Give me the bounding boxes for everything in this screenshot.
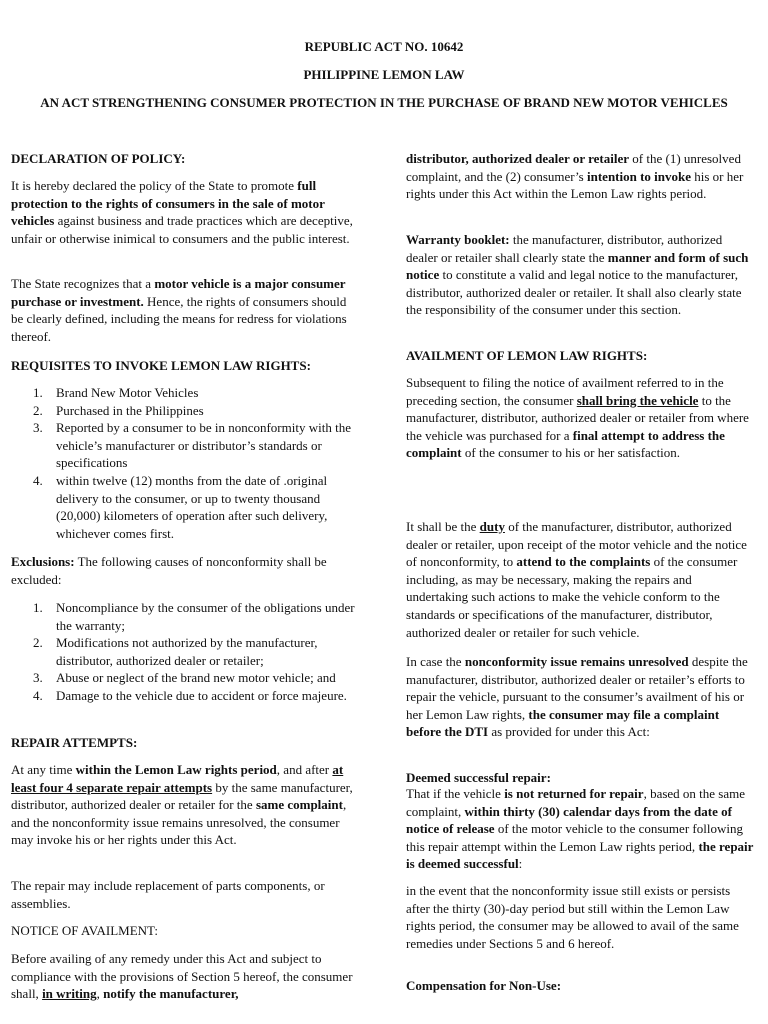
list-text: Reported by a consumer to be in nonconformity with the vehicle’s manufacturer or distributor’s standards or specifications <box>56 420 351 471</box>
unresolved-paragraph <box>406 653 756 741</box>
warranty-paragraph <box>406 231 756 319</box>
bold-run: the consumer may file a complaint before the DTI <box>406 706 720 740</box>
text-run: Hence, the rights of consumers should be clearly defined, including the means for redress for violations thereof. <box>11 293 347 344</box>
exclusions-list <box>11 599 361 705</box>
bold-run: final attempt to address the complaint <box>406 427 725 461</box>
list-number: 2. <box>33 635 43 651</box>
list-number: 1. <box>33 600 43 615</box>
exclusions-paragraph <box>11 553 361 588</box>
act-number: REPUBLIC ACT NO. 10642 <box>304 39 464 54</box>
text-run: , <box>96 986 104 1002</box>
bold-underline-run: shall bring the vehicle <box>576 392 699 408</box>
deemed-paragraph <box>406 785 756 873</box>
list-text: Damage to the vehicle due to accident or force majeure. <box>56 687 347 703</box>
text-run: his or her rights under this Act within the Lemon Law rights period. <box>406 168 744 202</box>
list-item <box>11 384 361 402</box>
deemed-heading: Deemed successful repair: <box>406 770 551 785</box>
availment-paragraph <box>406 374 756 462</box>
bold-run: manner and form of such notice <box>406 249 749 283</box>
repair-paragraph-2: The repair may include replacement of parts components, or assemblies. <box>11 878 325 911</box>
list-text: Noncompliance by the consumer of the obligations under the warranty; <box>56 600 355 633</box>
text-run: That if the vehicle <box>406 786 505 801</box>
bold-run: intention to invoke <box>587 168 692 184</box>
text-run: , based on the same complaint, <box>406 786 746 819</box>
bold-run: notify the manufacturer, <box>103 986 239 1002</box>
repair-paragraph-1 <box>11 761 361 849</box>
list-item <box>11 687 361 705</box>
list-text: Modifications not authorized by the manufacturer, distributor, authorized dealer or retailer; <box>56 635 318 668</box>
text-run: to the manufacturer, distributor, authorized dealer or retailer from where the vehicle was purchased for a <box>406 392 749 443</box>
bold-run: nonconformity issue remains unresolved <box>464 654 689 669</box>
bold-underline-run: duty <box>479 519 505 534</box>
text-run: to constitute a valid and legal notice to the manufacturer, distributor, authorized dealer or retailer. It shall also clearly state the responsibility of the consumer under this section. <box>406 267 742 318</box>
text-run: Subsequent to filing the notice of availment referred to in the preceding section, the consumer <box>406 375 724 408</box>
bold-run: full protection to the rights of consumers in the sale of motor vehicles <box>11 178 325 229</box>
policy-paragraph-2 <box>11 275 361 345</box>
list-number: 3. <box>33 420 43 436</box>
text-run: The State recognizes that a <box>11 276 155 291</box>
text-run: the manufacturer, distributor, authorized dealer or retailer shall clearly state the <box>406 232 723 265</box>
text-run: The following causes of nonconformity shall be excluded: <box>11 554 327 587</box>
text-run: It is hereby declared the policy of the State to promote <box>11 178 298 193</box>
text-run: despite the manufacturer, distributor, authorized dealer or retailer’s efforts to repair the vehicle, pursuant to the consumer’s availment of his or her Lemon Law rights, <box>406 654 748 722</box>
text-run: of the manufacturer, distributor, authorized dealer or retailer, upon receipt of the motor vehicle and the notice of nonconformity, to <box>406 519 747 570</box>
text-run: by the same manufacturer, distributor, authorized dealer or retailer for the <box>11 779 353 813</box>
bold-run: distributor, authorized dealer or retailer <box>406 151 630 166</box>
text-run: Before availing of any remedy under this Act and subject to compliance with the provisions of Section 5 hereof, the consumer shall, <box>11 951 353 1002</box>
bold-underline-run: in writing <box>42 986 97 1002</box>
duty-paragraph <box>406 518 756 641</box>
event-paragraph: in the event that the nonconformity issue still exists or persists after the thirty (30)-day period but still within the Lemon Law rights period, the consumer may be allowed to avail of the same remedies under Sections 5 and 6 hereof. <box>406 883 739 951</box>
list-number: 4. <box>33 472 43 488</box>
text-run: of the (1) unresolved complaint, and the (2) consumer’s <box>406 151 741 184</box>
list-item <box>11 419 361 472</box>
text-run: It shall be the <box>406 519 480 534</box>
repair-heading: REPAIR ATTEMPTS: <box>11 735 138 750</box>
text-run: of the consumer to his or her satisfaction. <box>461 445 681 461</box>
list-number: 4. <box>33 687 43 703</box>
bold-run: same complaint <box>255 797 343 813</box>
requisites-list <box>11 384 361 542</box>
list-text: Abuse or neglect of the brand new motor vehicle; and <box>56 670 336 686</box>
text-run: At any time <box>11 762 76 777</box>
list-item <box>11 472 361 542</box>
bold-run: the repair is deemed successful <box>406 838 754 872</box>
availment-heading: AVAILMENT OF LEMON LAW RIGHTS: <box>406 348 648 363</box>
long-title: AN ACT STRENGTHENING CONSUMER PROTECTION IN THE PURCHASE OF BRAND NEW MOTOR VEHICLES <box>40 95 728 110</box>
text-run: as provided for under this Act: <box>488 724 650 740</box>
bold-run: within the Lemon Law rights period <box>75 762 277 777</box>
list-number: 2. <box>33 402 43 418</box>
short-title: PHILIPPINE LEMON LAW <box>303 67 465 82</box>
list-item <box>11 402 361 420</box>
bold-run: motor vehicle is a major consumer purchase or investment. <box>11 276 346 309</box>
list-number: 1. <box>33 385 43 400</box>
text-run: In case the <box>406 654 465 669</box>
list-item <box>11 669 361 687</box>
continued-paragraph <box>406 150 756 203</box>
list-item <box>11 634 361 669</box>
text-run: , and after <box>276 762 333 777</box>
bold-run: Warranty booklet: <box>406 232 510 247</box>
list-text: within twelve (12) months from the date of .original delivery to the consumer, or up to twenty thousand (20,000) kilometers of operation after such delivery, whichever comes first. <box>56 472 328 541</box>
bold-run: within thirty (30) calendar days from the date of notice of release <box>406 803 732 837</box>
bold-run: Exclusions: <box>11 554 75 569</box>
text-run: , and the nonconformity issue remains unresolved, the consumer may invoke his or her rights under this Act. <box>11 797 347 848</box>
bold-underline-run: at least four 4 separate repair attempts <box>11 762 344 795</box>
list-text: Brand New Motor Vehicles <box>56 385 199 400</box>
list-item <box>11 599 361 634</box>
bold-run: attend to the complaints <box>516 554 651 570</box>
text-run: of the consumer including, as may be necessary, making the repairs and undertaking such actions to make the vehicle conform to the standards or specifications of the manufacturer, distributor, authorized dealer or retailer for such vehicle. <box>406 554 738 640</box>
text-run: against business and trade practices which are deceptive, unfair or otherwise inimical to consumers and the public interest. <box>11 213 353 246</box>
notice-paragraph <box>11 950 361 1003</box>
list-number: 3. <box>33 670 43 686</box>
list-text: Purchased in the Philippines <box>56 402 204 418</box>
compensation-heading: Compensation for Non-Use: <box>406 978 562 993</box>
requisites-heading: REQUISITES TO INVOKE LEMON LAW RIGHTS: <box>11 358 311 373</box>
text-run: : <box>518 856 523 872</box>
bold-run: is not returned for repair <box>504 786 644 801</box>
policy-paragraph-1 <box>11 177 361 247</box>
policy-heading: DECLARATION OF POLICY: <box>11 151 186 166</box>
notice-heading: NOTICE OF AVAILMENT: <box>11 923 158 938</box>
text-run: of the motor vehicle to the consumer following this repair attempt within the Lemon Law rights period, <box>406 821 743 854</box>
